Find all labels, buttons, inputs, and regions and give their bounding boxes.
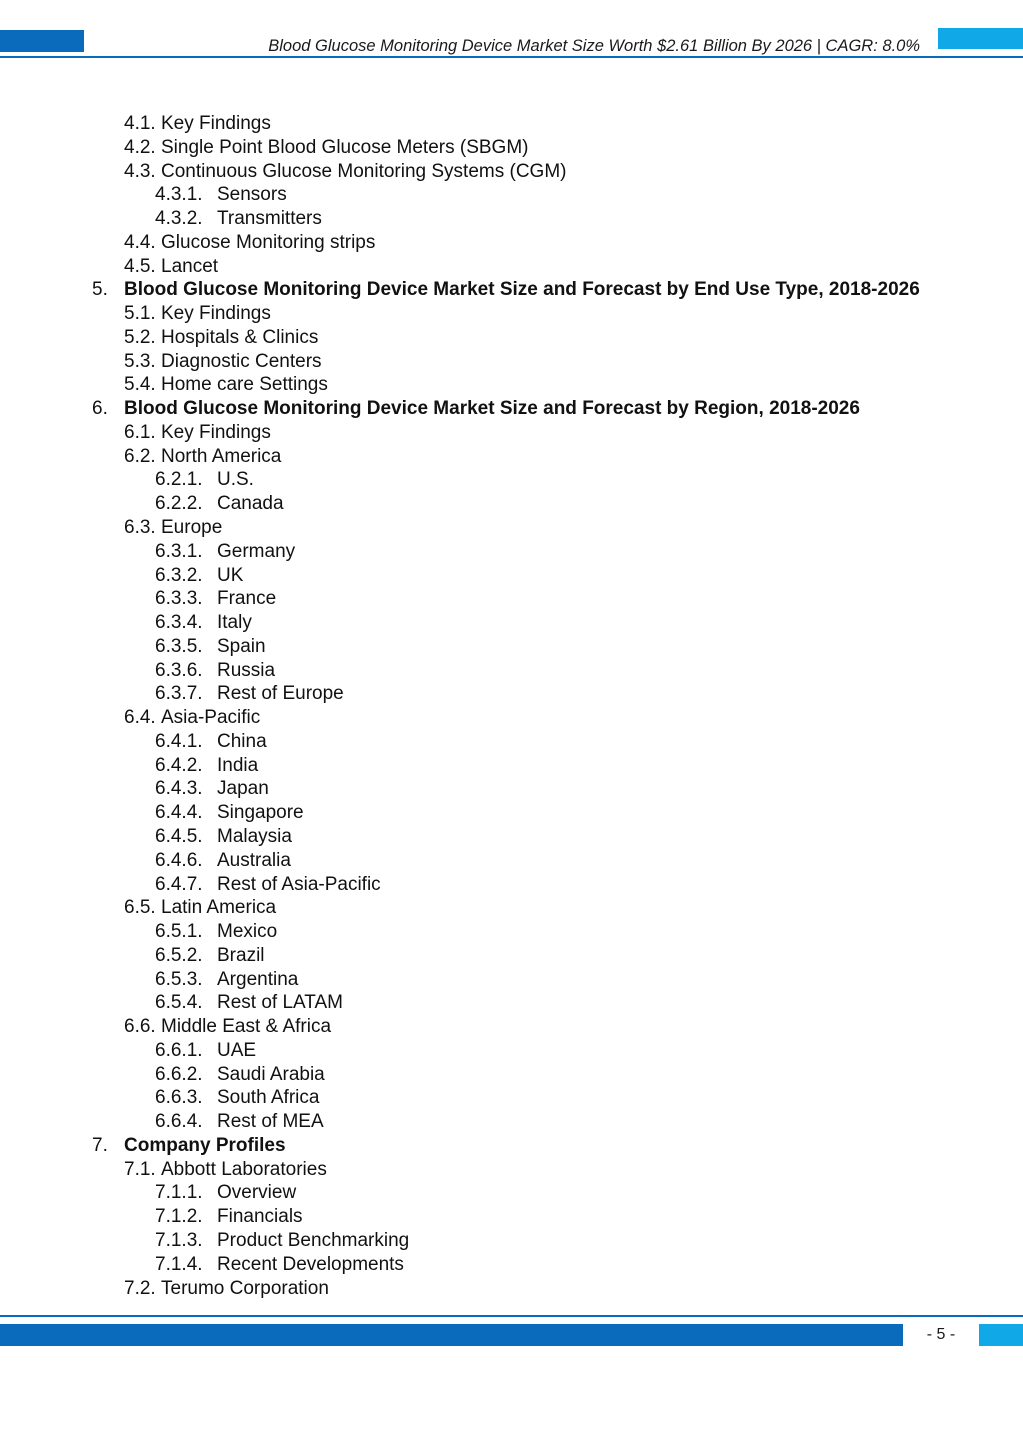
toc-entry-number: 6.3.7. xyxy=(155,683,203,705)
toc-entry xyxy=(0,849,1023,873)
toc-entry xyxy=(0,968,1023,992)
toc-entry-title: UAE xyxy=(217,1039,257,1061)
toc-entry xyxy=(0,445,1023,469)
toc-entry-number: 6.5. xyxy=(124,897,156,919)
toc-entry-title: Home care Settings xyxy=(161,374,328,396)
toc-entry-number: 6.3.5. xyxy=(155,635,203,657)
toc-entry-number: 6.6.1. xyxy=(155,1039,203,1061)
toc-entry xyxy=(0,1277,1023,1301)
toc-entry xyxy=(0,682,1023,706)
toc-entry xyxy=(0,1229,1023,1253)
toc-entry xyxy=(0,825,1023,849)
toc-entry-title: Continuous Glucose Monitoring Systems (CGM) xyxy=(161,160,567,182)
toc-entry xyxy=(0,492,1023,516)
toc-entry-number: 5.1. xyxy=(124,303,156,325)
toc-entry-title: UK xyxy=(217,564,244,586)
toc-entry-number: 6.4.7. xyxy=(155,873,203,895)
toc-entry-number: 7. xyxy=(92,1134,108,1156)
toc-entry xyxy=(0,1110,1023,1134)
toc-entry-number: 7.1.3. xyxy=(155,1229,203,1251)
toc-entry-number: 6.3.1. xyxy=(155,540,203,562)
toc-entry-title: India xyxy=(217,754,259,776)
toc-entry-title: Rest of Asia-Pacific xyxy=(217,873,381,895)
toc-entry xyxy=(0,777,1023,801)
toc-entry-title: Recent Developments xyxy=(217,1253,404,1275)
toc-entry-number: 4.1. xyxy=(124,113,156,134)
toc-entry xyxy=(0,1063,1023,1087)
toc-entry-title: Italy xyxy=(217,612,252,634)
toc-entry-number: 6.3. xyxy=(124,517,156,539)
header-title: Blood Glucose Monitoring Device Market Size Worth $2.61 Billion By 2026 | CAGR: 8.0% xyxy=(268,37,920,55)
toc-entry-title: Canada xyxy=(217,493,284,515)
toc-entry-title: Key Findings xyxy=(161,113,271,134)
toc-entry-number: 6.6.4. xyxy=(155,1111,203,1133)
toc-entry xyxy=(0,1158,1023,1182)
toc-entry-number: 6.2.1. xyxy=(155,469,203,491)
toc-entry xyxy=(0,801,1023,825)
toc-entry-number: 7.1.1. xyxy=(155,1182,203,1204)
toc-entry-number: 6.3.6. xyxy=(155,659,203,681)
toc-entry xyxy=(0,873,1023,897)
toc-entry xyxy=(0,1086,1023,1110)
toc-entry-number: 6.3.4. xyxy=(155,612,203,634)
toc-entry-title: Company Profiles xyxy=(124,1134,286,1156)
toc-entry-number: 4.3.1. xyxy=(155,184,203,206)
toc-entry-number: 6.4.3. xyxy=(155,778,203,800)
toc-entry xyxy=(0,896,1023,920)
toc-entry-title: Saudi Arabia xyxy=(217,1063,325,1085)
toc-entry xyxy=(0,207,1023,231)
toc-entry xyxy=(0,1205,1023,1229)
toc-entry xyxy=(0,1134,1023,1158)
toc-entry-title: Mexico xyxy=(217,921,278,943)
toc-entry xyxy=(0,278,1023,302)
toc-entry-number: 6.4.6. xyxy=(155,849,203,871)
toc-entry-title: Blood Glucose Monitoring Device Market Size and Forecast by End Use Type, 2018-2026 xyxy=(124,279,920,301)
toc-entry-title: Australia xyxy=(217,849,291,871)
toc-entry-title: Diagnostic Centers xyxy=(161,350,322,372)
toc-entry xyxy=(0,160,1023,184)
toc-entry xyxy=(0,920,1023,944)
toc-entry xyxy=(0,944,1023,968)
toc-entry-title: Germany xyxy=(217,540,296,562)
page-number: - 5 - xyxy=(926,1326,956,1343)
toc-entry-number: 7.1.2. xyxy=(155,1206,203,1228)
toc-entry-number: 7.2. xyxy=(124,1277,156,1299)
toc-entry xyxy=(0,183,1023,207)
toc-entry xyxy=(0,397,1023,421)
toc-entry xyxy=(0,112,1023,136)
toc-entry-title: South Africa xyxy=(217,1087,320,1109)
toc-entry-number: 6.4.5. xyxy=(155,825,203,847)
toc-entry xyxy=(0,1181,1023,1205)
toc-entry xyxy=(0,468,1023,492)
toc-entry xyxy=(0,136,1023,160)
toc-entry xyxy=(0,302,1023,326)
toc-entry-title: Spain xyxy=(217,635,266,657)
toc-entry-number: 6.4.1. xyxy=(155,730,203,752)
toc-entry-title: Overview xyxy=(217,1182,297,1204)
toc-entry-title: Middle East & Africa xyxy=(161,1016,332,1038)
toc-entry xyxy=(0,730,1023,754)
toc-entry-title: Brazil xyxy=(217,944,265,966)
toc-entry-title: Rest of MEA xyxy=(217,1111,324,1133)
toc-entry-title: U.S. xyxy=(217,469,254,491)
toc-entry-title: Key Findings xyxy=(161,303,271,325)
toc-entry-number: 5.2. xyxy=(124,326,156,348)
toc-entry xyxy=(0,231,1023,255)
toc-entry xyxy=(0,564,1023,588)
toc-entry-number: 6.6.3. xyxy=(155,1087,203,1109)
toc-entry-number: 6.6.2. xyxy=(155,1063,203,1085)
toc-entry xyxy=(0,421,1023,445)
toc-entry-title: Europe xyxy=(161,517,223,539)
toc-entry-title: Hospitals & Clinics xyxy=(161,326,319,348)
toc-entry-title: Singapore xyxy=(217,802,304,824)
toc-entry-title: Argentina xyxy=(217,968,299,990)
toc-entry-number: 6.5.4. xyxy=(155,992,203,1014)
toc-entry-title: Russia xyxy=(217,659,276,681)
toc-entry-title: Asia-Pacific xyxy=(161,707,261,729)
toc-entry-number: 5.3. xyxy=(124,350,156,372)
toc-entry xyxy=(0,611,1023,635)
toc-entry-title: Glucose Monitoring strips xyxy=(161,231,376,253)
toc-entry xyxy=(0,540,1023,564)
toc-entry-title: Key Findings xyxy=(161,421,271,443)
toc-entry-title: Product Benchmarking xyxy=(217,1229,410,1251)
toc-entry-title: Financials xyxy=(217,1206,303,1228)
header-rule xyxy=(0,56,1023,58)
toc-entry-title: Malaysia xyxy=(217,825,292,847)
toc-entry-number: 4.2. xyxy=(124,136,156,158)
toc-entry-title: Abbott Laboratories xyxy=(161,1158,327,1180)
toc-entry-number: 5.4. xyxy=(124,374,156,396)
toc-entry xyxy=(0,587,1023,611)
toc-entry-title: Lancet xyxy=(161,255,219,277)
table-of-contents xyxy=(0,112,1023,1300)
toc-entry-title: Rest of LATAM xyxy=(217,992,343,1014)
toc-entry xyxy=(0,350,1023,374)
toc-entry xyxy=(0,326,1023,350)
toc-entry xyxy=(0,373,1023,397)
toc-entry-number: 7.1.4. xyxy=(155,1253,203,1275)
toc-entry-number: 6.6. xyxy=(124,1016,156,1038)
toc-entry-number: 6.1. xyxy=(124,421,156,443)
toc-entry-title: Blood Glucose Monitoring Device Market Size and Forecast by Region, 2018-2026 xyxy=(124,398,860,420)
toc-entry-number: 6.3.2. xyxy=(155,564,203,586)
toc-entry xyxy=(0,706,1023,730)
toc-entry-number: 4.4. xyxy=(124,231,156,253)
toc-entry-number: 6.3.3. xyxy=(155,588,203,610)
toc-entry xyxy=(0,659,1023,683)
toc-entry-number: 6.4.2. xyxy=(155,754,203,776)
toc-entry-number: 4.3. xyxy=(124,160,156,182)
toc-entry-number: 4.3.2. xyxy=(155,208,203,230)
toc-entry-number: 6.4.4. xyxy=(155,802,203,824)
toc-entry xyxy=(0,1015,1023,1039)
toc-entry-title: China xyxy=(217,730,267,752)
toc-entry xyxy=(0,991,1023,1015)
toc-entry-number: 6.4. xyxy=(124,707,156,729)
footer-rule xyxy=(0,1315,1023,1317)
toc-entry-title: France xyxy=(217,588,277,610)
toc-entry-title: Terumo Corporation xyxy=(161,1277,329,1299)
toc-entry xyxy=(0,255,1023,279)
toc-entry-title: Transmitters xyxy=(217,208,322,230)
toc-entry xyxy=(0,635,1023,659)
toc-entry-number: 7.1. xyxy=(124,1158,156,1180)
toc-entry xyxy=(0,754,1023,778)
toc-entry-number: 6.5.1. xyxy=(155,921,203,943)
toc-entry-title: Rest of Europe xyxy=(217,683,344,705)
toc-entry-title: Japan xyxy=(217,778,269,800)
toc-entry-number: 6.2.2. xyxy=(155,493,203,515)
toc-entry-number: 6.5.2. xyxy=(155,944,203,966)
toc-entry xyxy=(0,1253,1023,1277)
toc-entry-number: 6. xyxy=(92,398,108,420)
toc-entry-number: 4.5. xyxy=(124,255,156,277)
footer-block-right xyxy=(979,1324,1023,1346)
toc-entry-title: Latin America xyxy=(161,897,277,919)
toc-entry xyxy=(0,516,1023,540)
footer-bar xyxy=(0,1324,903,1346)
header-block-right xyxy=(938,28,1023,49)
toc-entry-title: Single Point Blood Glucose Meters (SBGM) xyxy=(161,136,529,158)
toc-entry-number: 6.5.3. xyxy=(155,968,203,990)
toc-entry-title: Sensors xyxy=(217,184,287,206)
toc-entry-number: 5. xyxy=(92,279,108,301)
toc-entry-title: North America xyxy=(161,445,282,467)
toc-entry xyxy=(0,1039,1023,1063)
toc-entry-number: 6.2. xyxy=(124,445,156,467)
